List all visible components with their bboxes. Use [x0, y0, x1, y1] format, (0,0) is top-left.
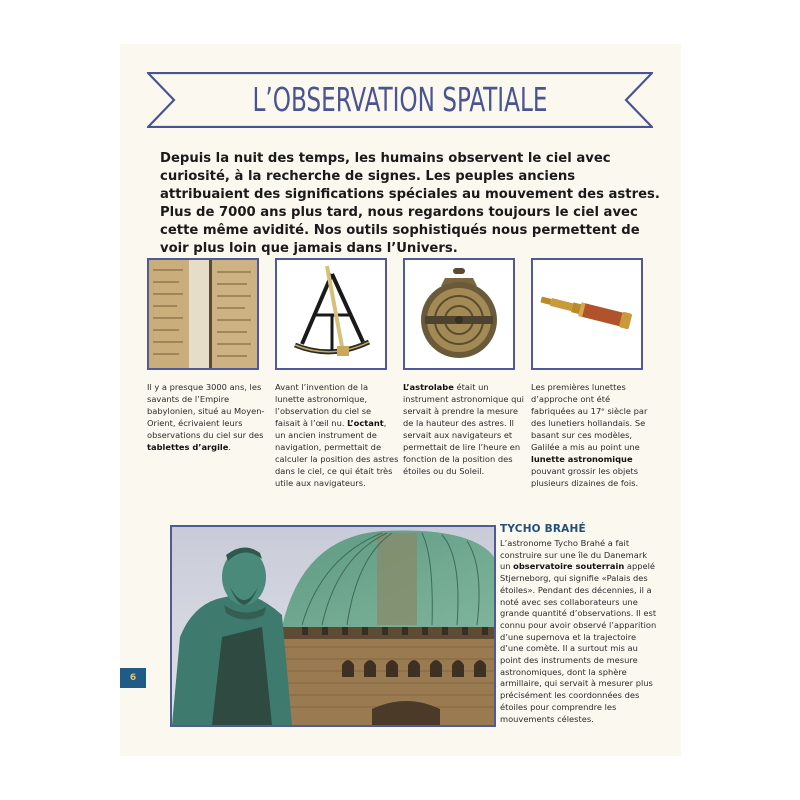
intro-paragraph: Depuis la nuit des temps, les humains observent le ciel avec curiosité, à la recherche de signes. Les peuples anciens attribuaient des significations spéciales au mouvement des astres. Plus de 7000 ans plus tard, nous regardons toujours le ciel avec cette même avidité. Nos outils sophistiqués nous permettent de voir plus loin que jamais dans l’Univers. — [160, 151, 660, 256]
page-number-badge: 6 — [120, 668, 146, 688]
tycho-brahe-statue-photo — [170, 525, 496, 727]
octant-image — [275, 258, 387, 370]
feature-heading: TYCHO BRAHÉ — [500, 523, 586, 535]
clay-tablets-image — [147, 258, 259, 370]
caption-telescope: Les premières lunettes d’approche ont été fabriquées au 17ᵉ siècle par des lunetiers hollandais. Se basant sur ces modèles, Galilée a mis au point une lunette astronomique pouvant grossir les objets plusieurs dizaines de fois. — [531, 382, 648, 488]
caption-tablets: Il y a presque 3000 ans, les savants de l’Empire babylonien, situé au Moyen-Orient, écrivaient leurs observations du ciel sur des tablettes d’argile. — [147, 382, 265, 452]
telescope-image — [531, 258, 643, 370]
page-title: L’OBSERVATION SPATIALE — [252, 80, 548, 119]
feature-text: L’astronome Tycho Brahé a fait construire sur une île du Danemark un observatoire souterrain appelé Stjerneborg, qui signifie «Palais des étoiles». Pendant des décennies, il a noté avec ses collaborateurs une grande quantité d’observations. Il est connu pour avoir observé l’apparition d’une supernova et la trajectoire d’une comète. Il a surtout mis au point des instruments de mesure astronomiques, dont la sphère armillaire, qui servait à mesurer plus précisément les coordonnées des étoiles pour comprendre les mouvements célestes. — [500, 538, 657, 724]
caption-astrolabe: L’astrolabe était un instrument astronomique qui servait à prendre la mesure de la hauteur des astres. Il servait aux navigateurs et permettait de lire l’heure en fonction de la position des étoiles ou du Soleil. — [403, 382, 524, 476]
astrolabe-image — [403, 258, 515, 370]
title-banner — [147, 72, 653, 128]
caption-octant: Avant l’invention de la lunette astronomique, l’observation du ciel se faisait à l’œil nu. L’octant, un ancien instrument de navigation, permettait de calculer la position des astres dans le ciel, ce qui était très utile aux navigateurs. — [275, 382, 399, 488]
